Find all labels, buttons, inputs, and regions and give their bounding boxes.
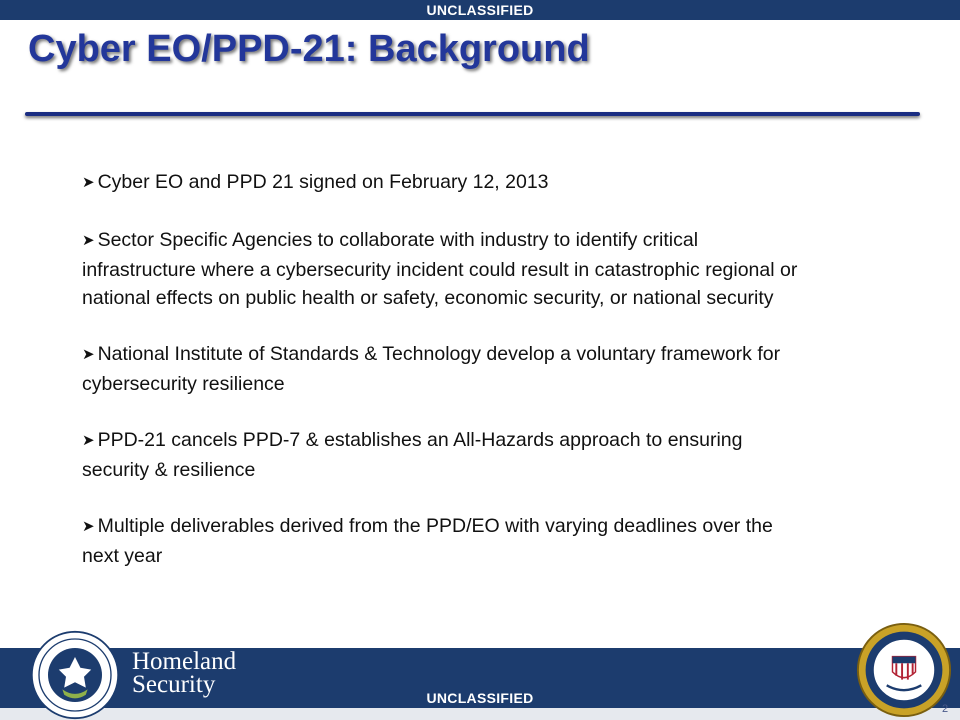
homeland-security-wordmark [132,650,236,696]
bullet-text: PPD-21 cancels PPD-7 & establishes an All-Hazards approach to ensuring security & resilience [82,429,743,481]
arrow-bullet-icon: ➤ [82,432,95,449]
title-underline [25,112,920,116]
bullet-item [82,168,802,198]
bottom-classification-banner: UNCLASSIFIED [0,688,960,708]
bullet-text: National Institute of Standards & Technology develop a voluntary framework for cybersecurity resilience [82,343,781,395]
bullet-text: Multiple deliverables derived from the PPD/EO with varying deadlines over the next year [82,515,773,567]
bullet-item [82,426,802,484]
brand-line2: Security [132,671,216,698]
brand-line1: Homeland [132,648,237,675]
arrow-bullet-icon: ➤ [82,518,95,535]
dhs-seal-icon [30,630,120,720]
bullet-list [82,168,802,598]
bullet-item [82,340,802,398]
coast-guard-seal-icon [856,622,952,718]
arrow-bullet-icon: ➤ [82,232,95,249]
bullet-text: Sector Specific Agencies to collaborate with industry to identify critical infrastructure where a cybersecurity incident could result in catastrophic regional or national effects on public health or safety, economic security, or national security [82,229,798,309]
arrow-bullet-icon: ➤ [82,346,95,363]
arrow-bullet-icon: ➤ [82,174,95,191]
bullet-text: Cyber EO and PPD 21 signed on February 12, 2013 [97,171,549,193]
page-number: 2 [942,703,949,715]
slide-title: Cyber EO/PPD-21: Background [28,28,590,70]
top-classification-banner: UNCLASSIFIED [0,0,960,20]
bullet-item [82,226,802,312]
bullet-item [82,512,802,570]
